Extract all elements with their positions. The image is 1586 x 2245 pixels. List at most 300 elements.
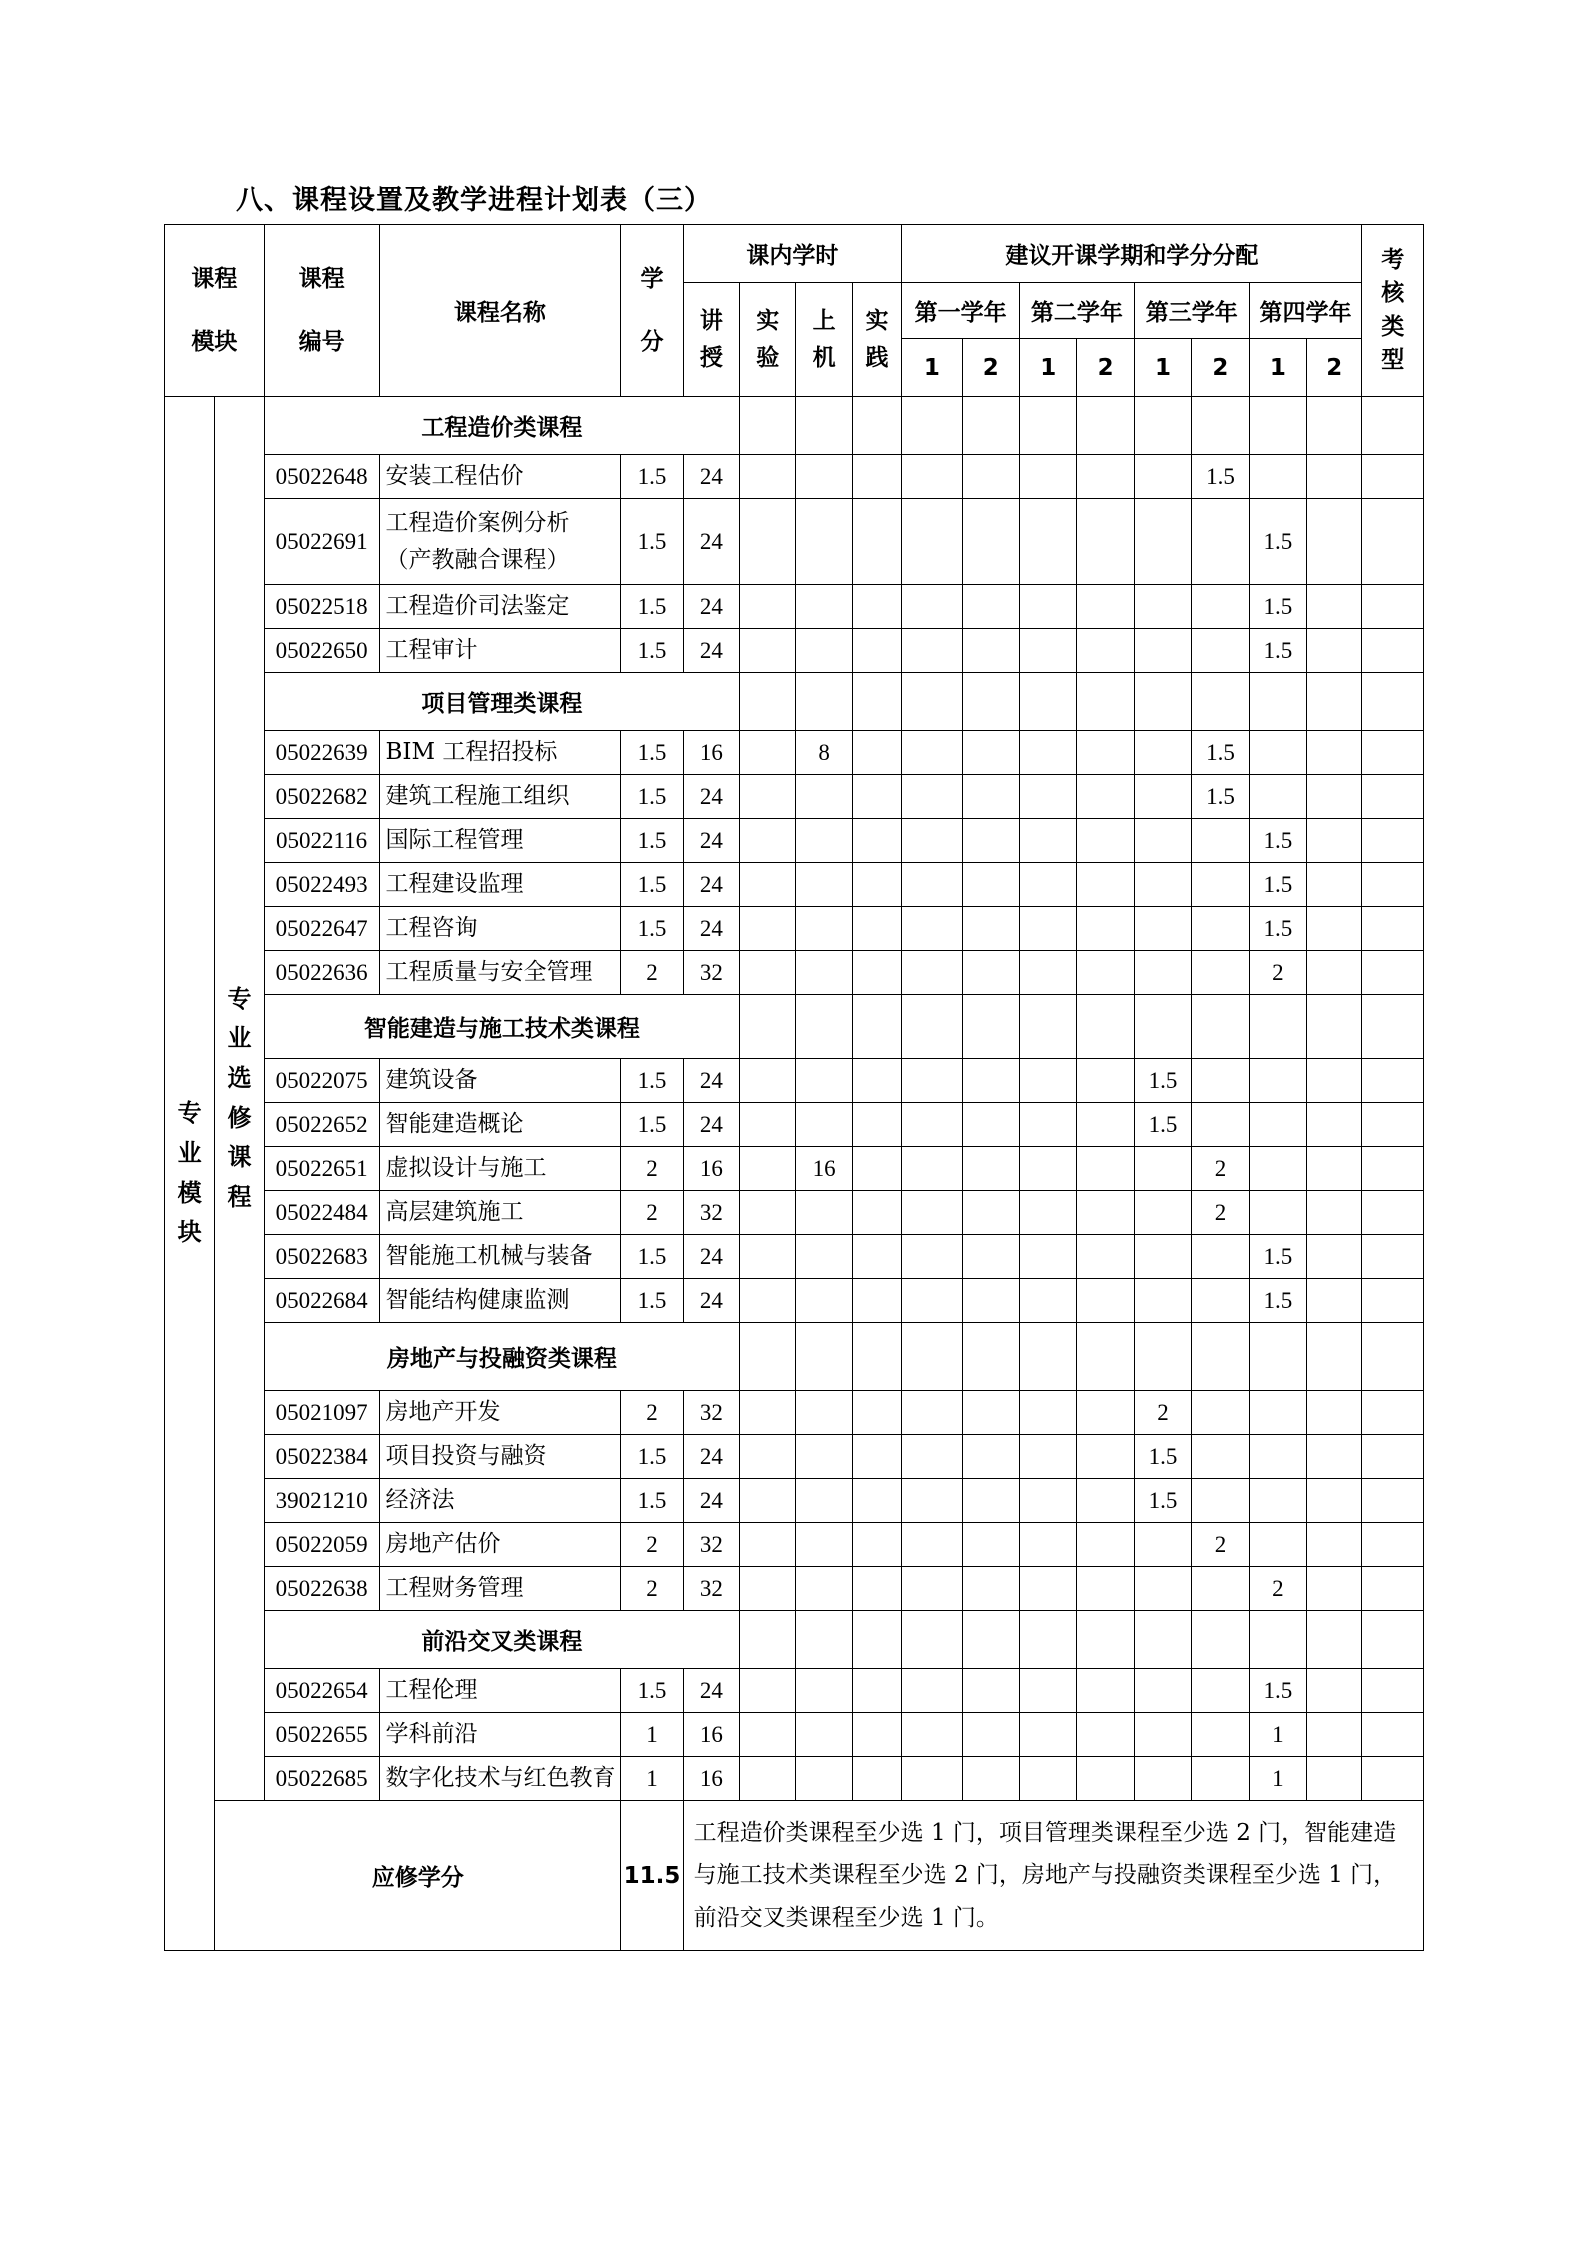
header-year-1: 第一学年	[902, 283, 1020, 339]
course-experiment-hours	[740, 1523, 796, 1567]
course-credit: 1.5	[621, 775, 683, 819]
course-name	[379, 1059, 621, 1103]
course-lecture-hours: 32	[683, 1191, 739, 1235]
course-experiment-hours	[740, 1713, 796, 1757]
course-row	[165, 1391, 1424, 1435]
semester-credit	[1077, 1147, 1134, 1191]
empty-cell	[796, 397, 852, 455]
course-experiment-hours	[740, 1391, 796, 1435]
exam-type	[1362, 455, 1424, 499]
empty-cell	[796, 1323, 852, 1391]
semester-credit: 1.5	[1249, 629, 1306, 673]
course-experiment-hours	[740, 1279, 796, 1323]
empty-cell	[1362, 673, 1424, 731]
semester-credit: 2	[1249, 1567, 1306, 1611]
course-row	[165, 455, 1424, 499]
course-practice-hours	[852, 863, 901, 907]
semester-credit	[1077, 629, 1134, 673]
exam-type	[1362, 1567, 1424, 1611]
category-row	[165, 995, 1424, 1059]
course-credit: 2	[621, 951, 683, 995]
header-practice: 实践	[852, 283, 901, 397]
semester-credit	[962, 499, 1019, 585]
course-name-text: 安装工程估价	[385, 463, 524, 490]
semester-credit	[1020, 585, 1077, 629]
course-row	[165, 1191, 1424, 1235]
course-lecture-hours: 24	[683, 585, 739, 629]
header-semester-1: 1	[1020, 339, 1077, 397]
semester-credit	[902, 731, 962, 775]
course-practice-hours	[852, 775, 901, 819]
semester-credit	[1077, 863, 1134, 907]
semester-credit	[902, 1059, 962, 1103]
semester-credit	[902, 1669, 962, 1713]
header-semester-2: 2	[1077, 339, 1134, 397]
course-row	[165, 629, 1424, 673]
course-name	[379, 1479, 621, 1523]
empty-cell	[852, 1611, 901, 1669]
semester-credit	[1134, 1235, 1191, 1279]
course-practice-hours	[852, 951, 901, 995]
empty-cell	[796, 1611, 852, 1669]
course-code: 05022691	[264, 499, 379, 585]
course-row	[165, 1435, 1424, 1479]
course-practice-hours	[852, 1757, 901, 1801]
empty-cell	[1077, 1323, 1134, 1391]
semester-credit	[1192, 1567, 1249, 1611]
semester-credit	[1307, 1279, 1362, 1323]
course-computer-hours	[796, 499, 852, 585]
semester-credit	[1020, 1479, 1077, 1523]
empty-cell	[1307, 1323, 1362, 1391]
course-practice-hours	[852, 1103, 901, 1147]
course-name	[379, 907, 621, 951]
semester-credit	[1249, 1147, 1306, 1191]
course-credit: 1.5	[621, 863, 683, 907]
course-code: 05022684	[264, 1279, 379, 1323]
empty-cell	[1192, 673, 1249, 731]
course-experiment-hours	[740, 951, 796, 995]
course-experiment-hours	[740, 819, 796, 863]
semester-credit	[1020, 1523, 1077, 1567]
semester-credit	[1134, 455, 1191, 499]
course-lecture-hours: 32	[683, 1391, 739, 1435]
course-code: 05022384	[264, 1435, 379, 1479]
semester-credit	[1192, 585, 1249, 629]
exam-type	[1362, 1435, 1424, 1479]
course-name	[379, 1523, 621, 1567]
course-code: 05022654	[264, 1669, 379, 1713]
semester-credit	[1077, 1235, 1134, 1279]
course-credit: 2	[621, 1147, 683, 1191]
semester-credit	[1020, 1235, 1077, 1279]
empty-cell	[1249, 397, 1306, 455]
course-name-text: 智能建造概论	[385, 1111, 524, 1138]
empty-cell	[1249, 673, 1306, 731]
course-experiment-hours	[740, 1235, 796, 1279]
course-credit: 1.5	[621, 819, 683, 863]
course-name-text: 智能施工机械与装备	[385, 1243, 593, 1270]
semester-credit	[962, 1713, 1019, 1757]
exam-type	[1362, 499, 1424, 585]
course-credit: 1.5	[621, 1235, 683, 1279]
course-name	[379, 1669, 621, 1713]
course-name-text: 工程伦理	[385, 1677, 478, 1704]
semester-credit	[1249, 1435, 1306, 1479]
course-lecture-hours: 24	[683, 1059, 739, 1103]
semester-credit	[1020, 819, 1077, 863]
empty-cell	[1362, 397, 1424, 455]
course-row	[165, 731, 1424, 775]
course-lecture-hours: 24	[683, 819, 739, 863]
semester-credit	[902, 1103, 962, 1147]
semester-credit	[962, 1567, 1019, 1611]
semester-credit	[1020, 455, 1077, 499]
semester-credit	[1077, 1713, 1134, 1757]
empty-cell	[902, 397, 962, 455]
semester-credit	[1307, 731, 1362, 775]
header-name: 课程名称	[379, 225, 621, 397]
course-credit: 1.5	[621, 1279, 683, 1323]
semester-credit	[902, 1191, 962, 1235]
course-practice-hours	[852, 1669, 901, 1713]
course-name-text: 建筑工程施工组织	[385, 783, 570, 810]
course-practice-hours	[852, 731, 901, 775]
course-code: 39021210	[264, 1479, 379, 1523]
course-experiment-hours	[740, 1103, 796, 1147]
semester-credit	[1077, 1757, 1134, 1801]
course-experiment-hours	[740, 1757, 796, 1801]
semester-credit	[1077, 1191, 1134, 1235]
course-code: 05022647	[264, 907, 379, 951]
semester-credit	[1192, 1279, 1249, 1323]
category-row	[165, 397, 1424, 455]
course-lecture-hours: 24	[683, 907, 739, 951]
course-name-text: 工程建设监理	[385, 871, 524, 898]
semester-credit: 1	[1249, 1757, 1306, 1801]
semester-credit	[1077, 1669, 1134, 1713]
course-row	[165, 819, 1424, 863]
semester-credit	[902, 775, 962, 819]
course-row	[165, 1059, 1424, 1103]
semester-credit	[1077, 1391, 1134, 1435]
semester-credit	[902, 1713, 962, 1757]
semester-credit	[1077, 1279, 1134, 1323]
course-practice-hours	[852, 1391, 901, 1435]
course-lecture-hours: 24	[683, 1479, 739, 1523]
course-experiment-hours	[740, 1479, 796, 1523]
course-row	[165, 1235, 1424, 1279]
semester-credit	[1134, 951, 1191, 995]
course-credit: 1.5	[621, 907, 683, 951]
semester-credit: 2	[1134, 1391, 1191, 1435]
course-row	[165, 1479, 1424, 1523]
semester-credit	[1077, 775, 1134, 819]
course-computer-hours	[796, 1669, 852, 1713]
course-name-text: 经济法	[385, 1487, 455, 1514]
semester-credit	[1192, 951, 1249, 995]
course-name-text: 国际工程管理	[385, 827, 524, 854]
course-experiment-hours	[740, 907, 796, 951]
course-credit: 1.5	[621, 1103, 683, 1147]
semester-credit	[1192, 1235, 1249, 1279]
semester-credit	[1134, 1523, 1191, 1567]
semester-credit	[1192, 1103, 1249, 1147]
empty-cell	[1307, 397, 1362, 455]
empty-cell	[1077, 1611, 1134, 1669]
course-name	[379, 585, 621, 629]
exam-type	[1362, 1191, 1424, 1235]
semester-credit	[1307, 1435, 1362, 1479]
exam-type	[1362, 1391, 1424, 1435]
course-experiment-hours	[740, 499, 796, 585]
semester-credit	[1307, 1059, 1362, 1103]
empty-cell	[852, 397, 901, 455]
empty-cell	[1020, 1611, 1077, 1669]
course-lecture-hours: 24	[683, 1435, 739, 1479]
semester-credit	[1077, 499, 1134, 585]
exam-type	[1362, 863, 1424, 907]
course-row	[165, 1279, 1424, 1323]
semester-credit	[1192, 1713, 1249, 1757]
course-computer-hours	[796, 1391, 852, 1435]
course-row	[165, 1757, 1424, 1801]
semester-credit	[1307, 1191, 1362, 1235]
course-code: 05022648	[264, 455, 379, 499]
course-practice-hours	[852, 1523, 901, 1567]
semester-credit	[1134, 629, 1191, 673]
empty-cell	[740, 1611, 796, 1669]
header-hours: 课内学时	[683, 225, 902, 283]
course-lecture-hours: 24	[683, 1279, 739, 1323]
semester-credit	[1134, 1669, 1191, 1713]
course-credit: 2	[621, 1523, 683, 1567]
empty-cell	[1249, 995, 1306, 1059]
semester-credit	[1307, 499, 1362, 585]
course-experiment-hours	[740, 731, 796, 775]
semester-credit	[1134, 1713, 1191, 1757]
header-module: 课程模块	[165, 225, 265, 397]
course-practice-hours	[852, 819, 901, 863]
empty-cell	[1134, 995, 1191, 1059]
empty-cell	[962, 1611, 1019, 1669]
semester-credit	[1020, 1279, 1077, 1323]
semester-credit	[1077, 1479, 1134, 1523]
semester-credit: 1.5	[1249, 499, 1306, 585]
empty-cell	[1362, 995, 1424, 1059]
course-row	[165, 1103, 1424, 1147]
semester-credit	[962, 1059, 1019, 1103]
empty-cell	[1362, 1323, 1424, 1391]
category-row	[165, 1611, 1424, 1669]
semester-credit	[1249, 1391, 1306, 1435]
semester-credit	[1192, 819, 1249, 863]
course-row	[165, 585, 1424, 629]
course-practice-hours	[852, 1059, 901, 1103]
semester-credit	[962, 1391, 1019, 1435]
course-experiment-hours	[740, 775, 796, 819]
semester-credit	[1192, 907, 1249, 951]
course-lecture-hours: 24	[683, 1235, 739, 1279]
semester-credit	[962, 629, 1019, 673]
exam-type	[1362, 731, 1424, 775]
semester-credit	[1020, 499, 1077, 585]
semester-credit	[962, 863, 1019, 907]
semester-credit	[962, 1669, 1019, 1713]
header-lecture: 讲授	[683, 283, 739, 397]
header-semesters: 建议开课学期和学分分配	[902, 225, 1362, 283]
exam-type	[1362, 1147, 1424, 1191]
semester-credit	[1020, 1191, 1077, 1235]
semester-credit: 1.5	[1249, 819, 1306, 863]
course-experiment-hours	[740, 455, 796, 499]
semester-credit	[1307, 1713, 1362, 1757]
empty-cell	[1020, 1323, 1077, 1391]
course-lecture-hours: 24	[683, 1103, 739, 1147]
header-experiment: 实验	[740, 283, 796, 397]
empty-cell	[796, 673, 852, 731]
course-computer-hours	[796, 1713, 852, 1757]
course-computer-hours: 8	[796, 731, 852, 775]
semester-credit	[1134, 819, 1191, 863]
course-name	[379, 775, 621, 819]
semester-credit	[1307, 629, 1362, 673]
header-credit: 学分	[621, 225, 683, 397]
course-credit: 2	[621, 1567, 683, 1611]
course-lecture-hours: 24	[683, 499, 739, 585]
empty-cell	[1192, 1611, 1249, 1669]
course-experiment-hours	[740, 1191, 796, 1235]
module-cell	[165, 397, 215, 1951]
semester-credit	[962, 1435, 1019, 1479]
semester-credit	[1192, 1479, 1249, 1523]
semester-credit	[1307, 1391, 1362, 1435]
category-title: 智能建造与施工技术类课程	[264, 995, 739, 1059]
semester-credit	[1134, 863, 1191, 907]
course-code: 05022059	[264, 1523, 379, 1567]
course-practice-hours	[852, 907, 901, 951]
semester-credit	[1020, 1669, 1077, 1713]
exam-type	[1362, 819, 1424, 863]
course-lecture-hours: 32	[683, 1523, 739, 1567]
semester-credit	[902, 585, 962, 629]
course-credit: 1.5	[621, 629, 683, 673]
course-row	[165, 1713, 1424, 1757]
header-semester-1: 1	[902, 339, 962, 397]
submodule-cell	[215, 397, 264, 1801]
semester-credit	[1020, 907, 1077, 951]
course-name-text: 建筑设备	[385, 1067, 478, 1094]
course-lecture-hours: 24	[683, 629, 739, 673]
semester-credit	[1307, 775, 1362, 819]
header-year-4: 第四学年	[1249, 283, 1362, 339]
course-name-text: 高层建筑施工	[385, 1199, 524, 1226]
course-name	[379, 455, 621, 499]
course-name	[379, 1713, 621, 1757]
semester-credit: 1.5	[1192, 775, 1249, 819]
exam-type	[1362, 1059, 1424, 1103]
semester-credit	[1192, 1391, 1249, 1435]
header-exam: 考核类型	[1362, 225, 1424, 397]
course-credit: 1.5	[621, 1479, 683, 1523]
empty-cell	[902, 673, 962, 731]
semester-credit	[1134, 731, 1191, 775]
semester-credit	[1249, 1103, 1306, 1147]
category-title: 项目管理类课程	[264, 673, 739, 731]
course-name-text: 工程质量与安全管理	[385, 959, 593, 986]
course-practice-hours	[852, 1435, 901, 1479]
semester-credit: 1.5	[1249, 1235, 1306, 1279]
empty-cell	[1134, 673, 1191, 731]
course-row	[165, 863, 1424, 907]
course-name-text: 学科前沿	[385, 1721, 478, 1748]
course-row	[165, 1147, 1424, 1191]
semester-credit	[962, 907, 1019, 951]
course-code: 05022682	[264, 775, 379, 819]
semester-credit	[902, 1279, 962, 1323]
course-code: 05022651	[264, 1147, 379, 1191]
module-label: 专业模块	[177, 1099, 202, 1247]
course-credit: 1.5	[621, 499, 683, 585]
course-row	[165, 1567, 1424, 1611]
course-name	[379, 1103, 621, 1147]
semester-credit	[1020, 1435, 1077, 1479]
semester-credit	[1077, 951, 1134, 995]
course-credit: 1	[621, 1757, 683, 1801]
course-name-text: 房地产开发	[385, 1399, 501, 1426]
empty-cell	[1077, 995, 1134, 1059]
semester-credit	[1249, 1191, 1306, 1235]
semester-credit	[1077, 585, 1134, 629]
semester-credit	[1249, 775, 1306, 819]
summary-credit: 11.5	[621, 1801, 683, 1951]
course-name-text: 工程造价司法鉴定	[385, 593, 570, 620]
course-name	[379, 1567, 621, 1611]
empty-cell	[1020, 673, 1077, 731]
course-name-text: 智能结构健康监测	[385, 1287, 570, 1314]
course-computer-hours	[796, 951, 852, 995]
course-experiment-hours	[740, 629, 796, 673]
semester-credit: 1.5	[1192, 731, 1249, 775]
semester-credit	[962, 1757, 1019, 1801]
header-row	[165, 225, 1424, 283]
semester-credit	[902, 819, 962, 863]
course-practice-hours	[852, 1567, 901, 1611]
empty-cell	[962, 673, 1019, 731]
semester-credit	[1307, 863, 1362, 907]
header-semester-2: 2	[1307, 339, 1362, 397]
semester-credit	[1307, 907, 1362, 951]
course-name-text: 工程咨询	[385, 915, 478, 942]
semester-credit	[962, 1191, 1019, 1235]
semester-credit	[1307, 1567, 1362, 1611]
semester-credit	[1134, 1279, 1191, 1323]
empty-cell	[962, 397, 1019, 455]
course-practice-hours	[852, 629, 901, 673]
course-code: 05022518	[264, 585, 379, 629]
course-lecture-hours: 16	[683, 731, 739, 775]
empty-cell	[1307, 995, 1362, 1059]
semester-credit	[1192, 499, 1249, 585]
course-practice-hours	[852, 585, 901, 629]
course-lecture-hours: 16	[683, 1147, 739, 1191]
empty-cell	[902, 1611, 962, 1669]
semester-credit	[1249, 455, 1306, 499]
semester-credit: 1.5	[1192, 455, 1249, 499]
semester-credit	[1249, 731, 1306, 775]
course-name-text: 虚拟设计与施工	[385, 1155, 547, 1182]
semester-credit	[1020, 1103, 1077, 1147]
